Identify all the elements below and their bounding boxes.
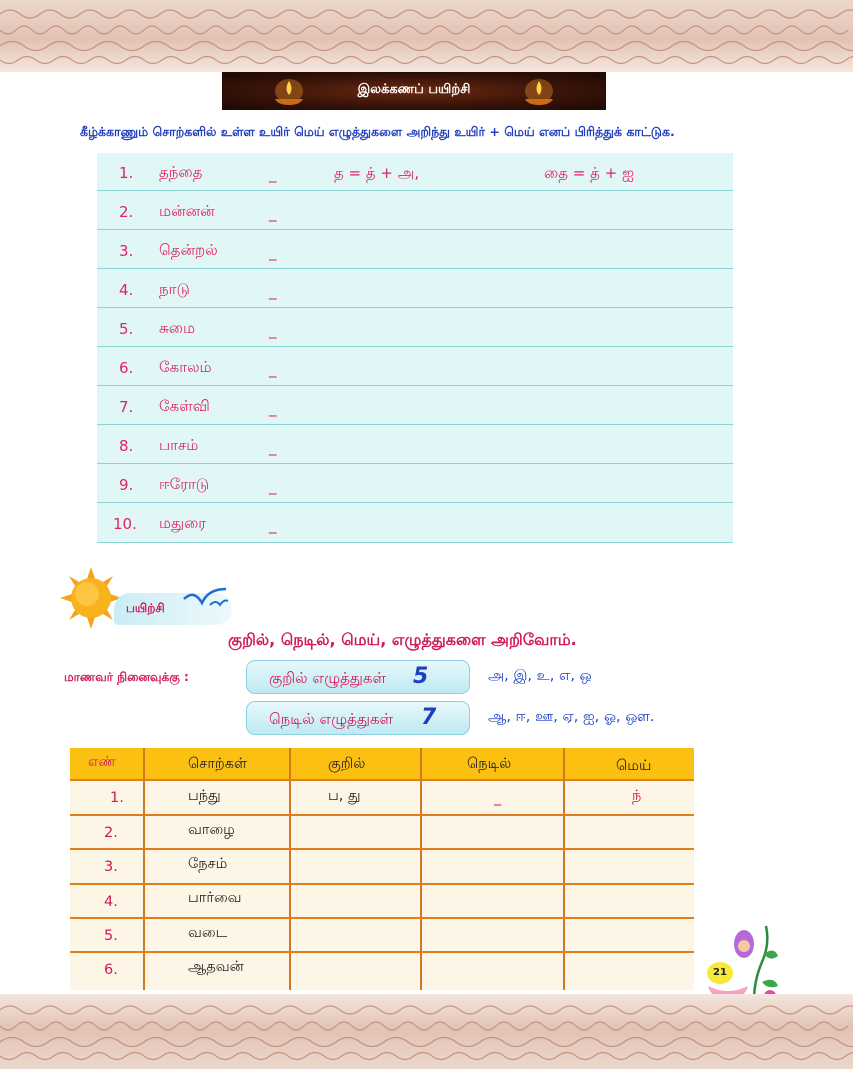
page-number: 21	[707, 962, 733, 984]
row-number: 8.	[119, 437, 134, 455]
banner-title: இலக்கணப் பயிற்சி	[357, 82, 471, 97]
row-mei[interactable]: ந்	[632, 788, 642, 804]
remember-label: மாணவர் நினைவுக்கு :	[64, 670, 189, 684]
oil-lamp-icon	[517, 77, 561, 107]
row-divider	[70, 848, 694, 850]
row-number: 7.	[119, 398, 134, 416]
column-divider	[289, 748, 291, 990]
manuscript-pattern-icon	[0, 994, 853, 1069]
table-row	[97, 153, 733, 191]
row-number: 3.	[119, 242, 134, 260]
header-words: சொற்கள்	[188, 756, 248, 772]
row-word: ஈரோடு	[159, 475, 210, 493]
manuscript-pattern-icon	[0, 0, 853, 72]
answer-blank[interactable]: _	[269, 204, 277, 222]
row-number: 9.	[119, 476, 134, 494]
row-word: நாடு	[159, 280, 190, 298]
answer-blank[interactable]: _	[269, 360, 277, 378]
row-word: தந்தை	[159, 163, 203, 181]
row-divider	[70, 883, 694, 885]
table-header	[70, 748, 694, 779]
table-row	[97, 309, 733, 347]
answer-blank[interactable]: _	[269, 477, 277, 495]
row-nedil[interactable]: _	[494, 790, 502, 806]
answer-blank[interactable]: _	[269, 321, 277, 339]
kuril-letters: அ, இ, உ, எ, ஒ	[488, 668, 592, 684]
kuril-count: 5	[413, 664, 429, 689]
kuril-box	[246, 660, 470, 694]
answer-blank[interactable]: _	[269, 438, 277, 456]
column-divider	[563, 748, 565, 990]
row-word: பந்து	[188, 788, 221, 804]
row-word: வாழை	[188, 822, 235, 838]
sun-icon	[60, 567, 122, 629]
row-word: மன்னன்	[159, 202, 215, 220]
split-answer-1: த = த் + அ,	[334, 164, 420, 182]
answer-blank[interactable]: _	[269, 243, 277, 261]
row-word: கேள்வி	[159, 397, 210, 415]
practice-badge-label: பயிற்சி	[126, 601, 165, 615]
row-number: 5.	[119, 320, 134, 338]
row-number: 5.	[104, 928, 118, 944]
row-word: நேசம்	[188, 856, 228, 872]
table-row	[97, 348, 733, 386]
table-row	[97, 270, 733, 308]
row-word: பார்வை	[188, 890, 242, 906]
table-row	[97, 426, 733, 464]
row-kuril[interactable]: ப, து	[328, 788, 361, 804]
split-answer-2: தை = த் + ஐ	[544, 164, 634, 182]
header-kuril: குறில்	[328, 756, 366, 772]
table-row	[97, 192, 733, 230]
row-divider	[70, 814, 694, 816]
row-word: சுமை	[159, 319, 196, 337]
row-number: 6.	[104, 962, 118, 978]
kuril-label: குறில் எழுத்துகள்	[269, 669, 387, 687]
table-row	[97, 465, 733, 503]
exercise2-table	[70, 748, 694, 990]
exercise1-table	[97, 153, 733, 543]
column-divider	[420, 748, 422, 990]
bottom-manuscript-border	[0, 994, 853, 1069]
header-number: எண்	[88, 754, 116, 770]
practice-heading: குறில், நெடில், மெய், எழுத்துகளை அறிவோம்.	[228, 630, 577, 649]
exercise1-instruction: கீழ்க்காணும் சொற்களில் உள்ள உயிர் மெய் எழுத்துகளை அறிந்து உயிர் + மெய் எனப் பிரித்துக் காட்டுக.	[80, 124, 675, 139]
row-divider	[70, 951, 694, 953]
answer-blank[interactable]: _	[269, 399, 277, 417]
row-number: 10.	[113, 515, 137, 533]
lesson-banner	[222, 72, 606, 110]
row-word: மதுரை	[159, 514, 207, 532]
row-number: 2.	[104, 825, 118, 841]
row-number: 1.	[110, 790, 124, 806]
table-row	[97, 387, 733, 425]
table-row	[97, 231, 733, 269]
row-word: கோலம்	[159, 358, 212, 376]
answer-blank[interactable]: _	[269, 165, 277, 183]
header-mei: மெய்	[616, 758, 652, 774]
answer-blank[interactable]: _	[269, 282, 277, 300]
nedil-label: நெடில் எழுத்துகள்	[269, 710, 394, 728]
top-manuscript-border	[0, 0, 853, 72]
answer-blank[interactable]: _	[269, 516, 277, 534]
row-number: 2.	[119, 203, 134, 221]
row-number: 6.	[119, 359, 134, 377]
header-nedil: நெடில்	[467, 756, 512, 772]
row-word: பாசம்	[159, 436, 199, 454]
nedil-count: 7	[421, 705, 437, 730]
nedil-letters: ஆ, ஈ, ஊ, ஏ, ஐ, ஓ, ஔ.	[488, 709, 655, 725]
row-divider	[70, 917, 694, 919]
row-word: தென்றல்	[159, 241, 218, 259]
row-word: வடை	[188, 925, 228, 941]
row-number: 4.	[119, 281, 134, 299]
birds-icon	[180, 583, 230, 609]
nedil-box	[246, 701, 470, 735]
row-number: 3.	[104, 859, 118, 875]
row-number: 4.	[104, 894, 118, 910]
row-number: 1.	[119, 164, 134, 182]
column-divider	[143, 748, 145, 990]
row-word: ஆதவன்	[188, 959, 244, 975]
row-divider	[70, 779, 694, 781]
table-row	[97, 504, 733, 542]
